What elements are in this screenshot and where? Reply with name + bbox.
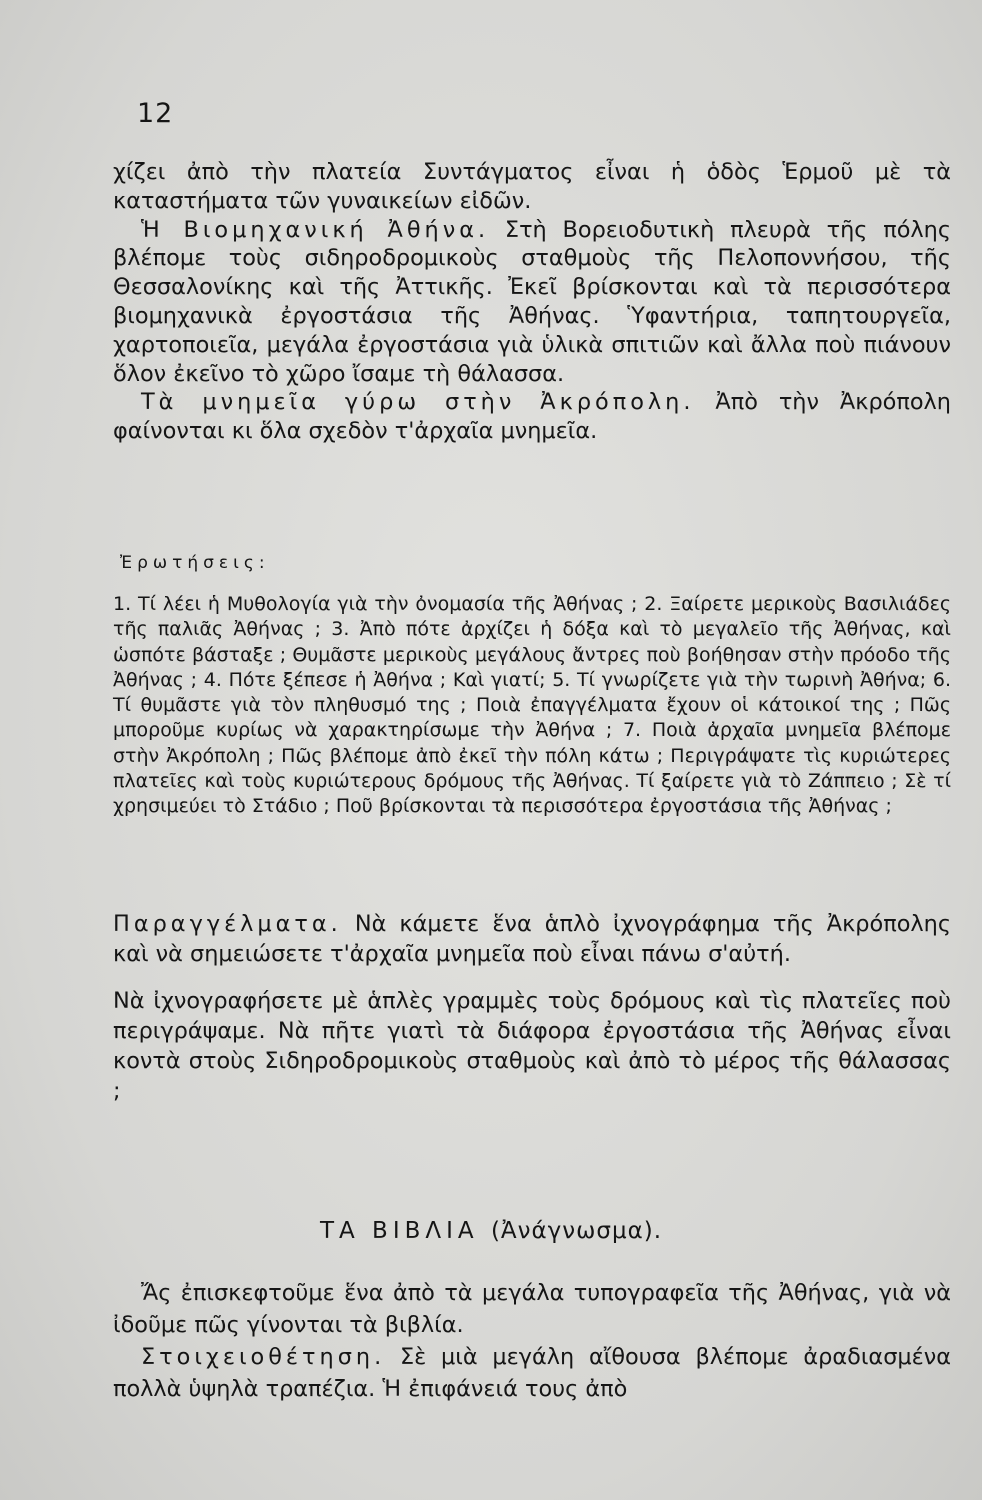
chapter-title (0, 1218, 982, 1244)
paragraph-continuation: χίζει ἀπὸ τὴν πλατεία Συντάγματος εἶναι ἡ ὁδὸς Ἑρμοῦ μὲ τὰ καταστήματα τῶν γυναικείων εἰδῶν. (113, 159, 951, 214)
questions-text: 1. Τί λέει ἡ Μυθολογία γιὰ τὴν ὀνομασία τῆς Ἀθήνας ; 2. Ξαίρετε μερικοὺς Βασιλιάδες τῆς παλιᾶς Ἀθήνας ; 3. Ἀπὸ πότε ἀρχίζει ἡ δόξα καὶ τὸ μεγαλεῖο τῆς Ἀθήνας, καὶ ὡσπότε βάσταξε ; Θυμᾶστε μερικοὺς μεγάλους ἄντρες ποὺ βοήθησαν στὴν πρόοδο τῆς Ἀθήνας ; 4. Πότε ξέπεσε ἡ Ἀθήνα ; Καὶ γιατί; 5. Τί γνωρίζετε γιὰ τὴν τωρινὴ Ἀθήνα; 6. Τί θυμᾶστε γιὰ τὸν πληθυσμό της ; Ποιὰ ἐπαγγέλματα ἔχουν οἱ κάτοικοί της ; Πῶς μποροῦμε κυρίως νὰ χαρακτηρίσωμε τὴν Ἀθήνα ; 7. Ποιὰ ἀρχαῖα μνημεῖα βλέπομε στὴν Ἀκρόπολη ; Πῶς βλέπομε ἀπὸ ἐκεῖ τὴν πόλη κάτω ; Περιγράψατε τὶς κυριώτερες πλατεῖες καὶ τοὺς κυριώτερους δρόμους τῆς Ἀθήνας. Τί ξαίρετε γιὰ τὸ Ζάππειο ; Σὲ τί χρησιμεύει τὸ Στάδιο ; Ποῦ βρίσκονται τὰ περισσότερα ἐργοστάσια τῆς Ἀθήνας ; (113, 593, 951, 818)
reading-paragraph-2 (113, 1341, 951, 1405)
reading-paragraph-2-text: Σὲ μιὰ μεγάλη αἴθουσα βλέπομε ἀραδιασμένα πολλὰ ὑψηλὰ τραπέζια. Ἡ ἐπιφάνειά τους ἀπὸ (113, 1344, 951, 1402)
paragraph-industrial-athens (113, 216, 951, 389)
paragraph-monuments (113, 388, 951, 446)
reading-section (113, 1277, 951, 1405)
chapter-subtitle: (Ἀνάγνωσμα). (490, 1218, 663, 1244)
reading-paragraph-1: Ἄς ἐπισκεφτοῦμε ἕνα ἀπὸ τὰ μεγάλα τυπογραφεῖα τῆς Ἀθήνας, γιὰ νὰ ἰδοῦμε πῶς γίνονται τὰ βιβλία. (113, 1280, 951, 1338)
instructions-heading: Παραγγέλματα. (113, 911, 342, 937)
page-number: 12 (137, 98, 174, 129)
instructions-paragraph-1 (113, 909, 951, 969)
instructions-section (113, 909, 951, 1106)
section-heading-monuments: Τὰ μνημεῖα γύρω στὴν Ἀκρόπολη. (141, 389, 695, 416)
main-text (113, 158, 951, 446)
instructions-paragraph-2: Νὰ ἰχνογραφήσετε μὲ ἁπλὲς γραμμὲς τοὺς δρόμους καὶ τὶς πλατεῖες ποὺ περιγράψαμε. Νὰ πῆτε γιατὶ τὰ διάφορα ἐργοστάσια τῆς Ἀθήνας εἶναι κοντὰ στοὺς Σιδηροδρομικοὺς σταθμοὺς καὶ ἀπὸ τὸ μέρος τῆς θάλασσας ; (113, 988, 951, 1104)
paragraph-monuments-text: Ἀπὸ τὴν Ἀκρόπολη φαίνονται κι ὅλα σχεδὸν τ'ἀρχαῖα μνημεῖα. (113, 389, 951, 445)
chapter-title-main: ΤΑ ΒΙΒΛΙΑ (319, 1218, 479, 1244)
section-heading-industrial-athens: Ἡ Βιομηχανική Ἀθήνα. (141, 216, 490, 243)
instructions-text-1: Νὰ κάμετε ἕνα ἁπλὸ ἰχνογράφημα τῆς Ἀκρόπολης καὶ νὰ σημειώσετε τ'ἀρχαῖα μνημεῖα ποὺ εἶναι πάνω σ'αὐτή. (113, 911, 951, 967)
questions-heading: Ἐρωτήσεις: (120, 553, 270, 573)
reading-heading-typesetting: Στοιχειοθέτηση. (141, 1344, 386, 1370)
paragraph-industrial-athens-text: Στὴ Βορειοδυτικὴ πλευρὰ τῆς πόλης βλέπομε τοὺς σιδηροδρομικοὺς σταθμοὺς τῆς Πελοποννήσου, τῆς Θεσσαλονίκης καὶ τῆς Ἀττικῆς. Ἐκεῖ βρίσκονται καὶ τὰ περισσότερα βιομηχανικὰ ἐργοστάσια τῆς Ἀθήνας. Ὑφαντήρια, ταπητουργεῖα, χαρτοποιεῖα, μεγάλα ἐργοστάσια γιὰ ὑλικὰ σπιτιῶν καὶ ἄλλα ποὺ πιάνουν ὅλον ἐκεῖνο τὸ χῶρο ἴσαμε τὴ θάλασσα. (113, 216, 951, 387)
